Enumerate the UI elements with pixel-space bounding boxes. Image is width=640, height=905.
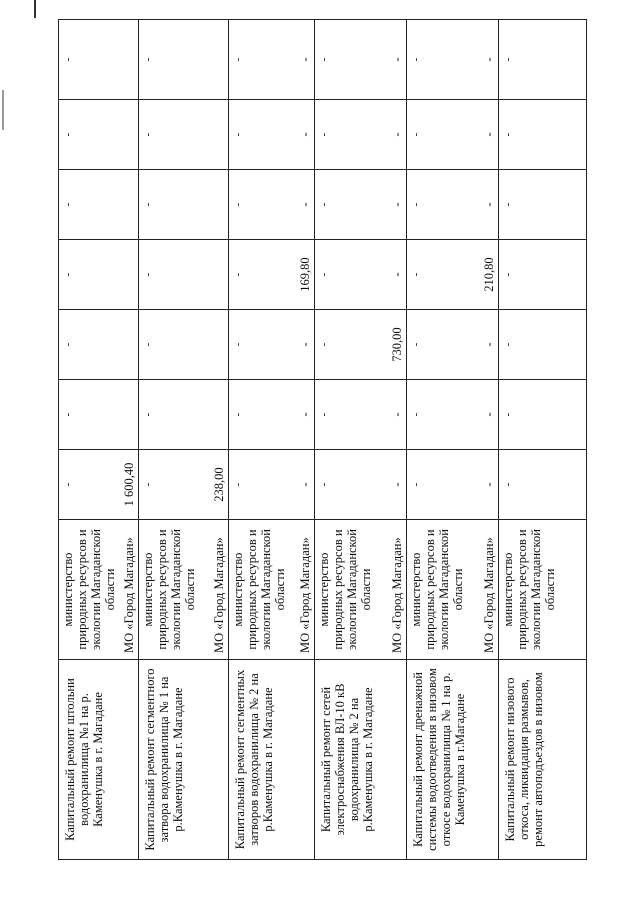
table-row bbox=[59, 20, 139, 860]
ministry-value: - bbox=[142, 57, 154, 62]
value-cell bbox=[139, 380, 229, 450]
row-executor bbox=[407, 520, 499, 660]
scan-artifact-top bbox=[34, 0, 36, 18]
ministry-value: - bbox=[62, 57, 74, 62]
ministry-value: - bbox=[502, 412, 514, 417]
mo-value: - bbox=[298, 342, 312, 347]
ministry-value: - bbox=[142, 482, 154, 487]
executor-ministry: министерство природных ресурсов и экологии Магаданской области bbox=[231, 529, 287, 650]
ministry-value: - bbox=[502, 342, 514, 347]
mo-value: - bbox=[390, 132, 404, 137]
value-cell bbox=[499, 240, 587, 310]
value-cell bbox=[315, 100, 407, 170]
value-cell bbox=[407, 170, 499, 240]
value-cell bbox=[139, 240, 229, 310]
value-cell bbox=[499, 380, 587, 450]
mo-value: - bbox=[482, 132, 496, 137]
ministry-value: - bbox=[410, 57, 422, 62]
ministry-value: - bbox=[410, 412, 422, 417]
executor-mo: МО «Город Магадан» bbox=[212, 537, 226, 653]
ministry-value: - bbox=[142, 272, 154, 277]
ministry-value: - bbox=[232, 412, 244, 417]
ministry-value: - bbox=[142, 412, 154, 417]
value-cell bbox=[59, 170, 139, 240]
row-executor bbox=[315, 520, 407, 660]
mo-value: - bbox=[482, 57, 496, 62]
value-cell bbox=[139, 450, 229, 520]
row-executor bbox=[59, 520, 139, 660]
value-cell bbox=[229, 20, 315, 100]
table-row bbox=[229, 20, 315, 860]
value-cell bbox=[315, 450, 407, 520]
mo-value: - bbox=[482, 342, 496, 347]
ministry-value: - bbox=[318, 202, 330, 207]
mo-value: - bbox=[390, 57, 404, 62]
value-cell bbox=[315, 170, 407, 240]
value-cell bbox=[315, 20, 407, 100]
row-description: Капитальный ремонт сегментных затворов водохранилища № 2 на р.Каменушка в г. Магадане bbox=[229, 660, 315, 860]
mo-value: - bbox=[298, 57, 312, 62]
ministry-value: - bbox=[318, 342, 330, 347]
mo-value: 210,80 bbox=[482, 257, 496, 292]
value-cell bbox=[407, 310, 499, 380]
ministry-value: - bbox=[502, 482, 514, 487]
executor-ministry: министерство природных ресурсов и экологии Магаданской области bbox=[61, 529, 117, 650]
row-description: Капитальный ремонт штольни водохранилища №1 на р. Каменушка в г. Магадане bbox=[59, 660, 139, 860]
ministry-value: - bbox=[62, 412, 74, 417]
mo-value: - bbox=[482, 412, 496, 417]
value-cell bbox=[139, 310, 229, 380]
executor-mo: МО «Город Магадан» bbox=[482, 537, 496, 653]
ministry-value: - bbox=[410, 272, 422, 277]
mo-value: - bbox=[390, 482, 404, 487]
value-cell bbox=[229, 240, 315, 310]
value-cell bbox=[229, 100, 315, 170]
value-cell bbox=[59, 20, 139, 100]
value-cell bbox=[59, 100, 139, 170]
value-cell bbox=[229, 450, 315, 520]
value-cell bbox=[407, 240, 499, 310]
value-cell bbox=[407, 380, 499, 450]
ministry-value: - bbox=[318, 132, 330, 137]
table-row bbox=[315, 20, 407, 860]
value-cell bbox=[407, 450, 499, 520]
value-cell bbox=[59, 310, 139, 380]
ministry-value: - bbox=[410, 132, 422, 137]
executor-mo: МО «Город Магадан» bbox=[122, 537, 136, 653]
ministry-value: - bbox=[62, 342, 74, 347]
mo-value: - bbox=[298, 202, 312, 207]
mo-value: - bbox=[482, 202, 496, 207]
row-executor bbox=[499, 520, 587, 660]
ministry-value: - bbox=[62, 202, 74, 207]
value-cell bbox=[499, 450, 587, 520]
value-cell bbox=[499, 20, 587, 100]
mo-value: - bbox=[298, 132, 312, 137]
value-cell bbox=[315, 310, 407, 380]
program-table bbox=[58, 19, 587, 860]
ministry-value: - bbox=[502, 272, 514, 277]
ministry-value: - bbox=[62, 272, 74, 277]
executor-ministry: министерство природных ресурсов и экологии Магаданской области bbox=[501, 529, 557, 650]
value-cell bbox=[315, 240, 407, 310]
row-description: Капитальный ремонт дренажной системы водоотведения в низовом откосе водохранилища № 1 на р. Каменушка в г.Магадане bbox=[407, 660, 499, 860]
mo-value: - bbox=[298, 482, 312, 487]
value-cell bbox=[229, 380, 315, 450]
row-executor bbox=[229, 520, 315, 660]
row-description: Капитальный ремонт сетей электроснабжения ВЛ-10 кВ водохранилища № 2 на р.Каменушка в г. Магадане bbox=[315, 660, 407, 860]
ministry-value: - bbox=[142, 132, 154, 137]
rotated-table-page bbox=[58, 20, 586, 860]
value-cell bbox=[499, 100, 587, 170]
value-cell bbox=[229, 310, 315, 380]
ministry-value: - bbox=[410, 342, 422, 347]
executor-mo: МО «Город Магадан» bbox=[298, 537, 312, 653]
ministry-value: - bbox=[232, 132, 244, 137]
ministry-value: - bbox=[502, 57, 514, 62]
ministry-value: - bbox=[142, 342, 154, 347]
ministry-value: - bbox=[410, 202, 422, 207]
executor-ministry: министерство природных ресурсов и экологии Магаданской области bbox=[317, 529, 373, 650]
row-description: Капитальный ремонт низового откоса, ликвидация размывов, ремонт автоподъездов в низовом bbox=[499, 660, 587, 860]
ministry-value: - bbox=[232, 57, 244, 62]
executor-ministry: министерство природных ресурсов и экологии Магаданской области bbox=[141, 529, 197, 650]
value-cell bbox=[139, 20, 229, 100]
value-cell bbox=[59, 450, 139, 520]
value-cell bbox=[407, 100, 499, 170]
row-description: Капитальный ремонт сегментного затвора водохранилища № 1 на р.Каменушка в г. Магадане bbox=[139, 660, 229, 860]
value-cell bbox=[229, 170, 315, 240]
table-row bbox=[139, 20, 229, 860]
ministry-value: - bbox=[318, 482, 330, 487]
ministry-value: - bbox=[318, 57, 330, 62]
table-row bbox=[407, 20, 499, 860]
value-cell bbox=[139, 100, 229, 170]
ministry-value: - bbox=[502, 132, 514, 137]
value-cell bbox=[59, 380, 139, 450]
mo-value: - bbox=[482, 482, 496, 487]
mo-value: - bbox=[298, 412, 312, 417]
mo-value: 238,00 bbox=[212, 467, 226, 502]
ministry-value: - bbox=[142, 202, 154, 207]
mo-value: - bbox=[390, 202, 404, 207]
ministry-value: - bbox=[232, 482, 244, 487]
value-cell bbox=[315, 380, 407, 450]
mo-value: 1 600,40 bbox=[122, 462, 136, 507]
value-cell bbox=[139, 170, 229, 240]
ministry-value: - bbox=[62, 132, 74, 137]
value-cell bbox=[499, 310, 587, 380]
executor-ministry: министерство природных ресурсов и экологии Магаданской области bbox=[409, 529, 465, 650]
mo-value: 730,00 bbox=[390, 327, 404, 362]
mo-value: 169,80 bbox=[298, 257, 312, 292]
mo-value: - bbox=[390, 272, 404, 277]
ministry-value: - bbox=[318, 272, 330, 277]
ministry-value: - bbox=[232, 202, 244, 207]
table-row bbox=[499, 20, 587, 860]
scan-artifact-side bbox=[2, 90, 4, 130]
ministry-value: - bbox=[410, 482, 422, 487]
value-cell bbox=[59, 240, 139, 310]
value-cell bbox=[499, 170, 587, 240]
mo-value: - bbox=[390, 412, 404, 417]
executor-mo: МО «Город Магадан» bbox=[390, 537, 404, 653]
ministry-value: - bbox=[502, 202, 514, 207]
row-executor bbox=[139, 520, 229, 660]
table-body bbox=[59, 20, 587, 860]
ministry-value: - bbox=[318, 412, 330, 417]
ministry-value: - bbox=[62, 482, 74, 487]
ministry-value: - bbox=[232, 342, 244, 347]
value-cell bbox=[407, 20, 499, 100]
ministry-value: - bbox=[232, 272, 244, 277]
